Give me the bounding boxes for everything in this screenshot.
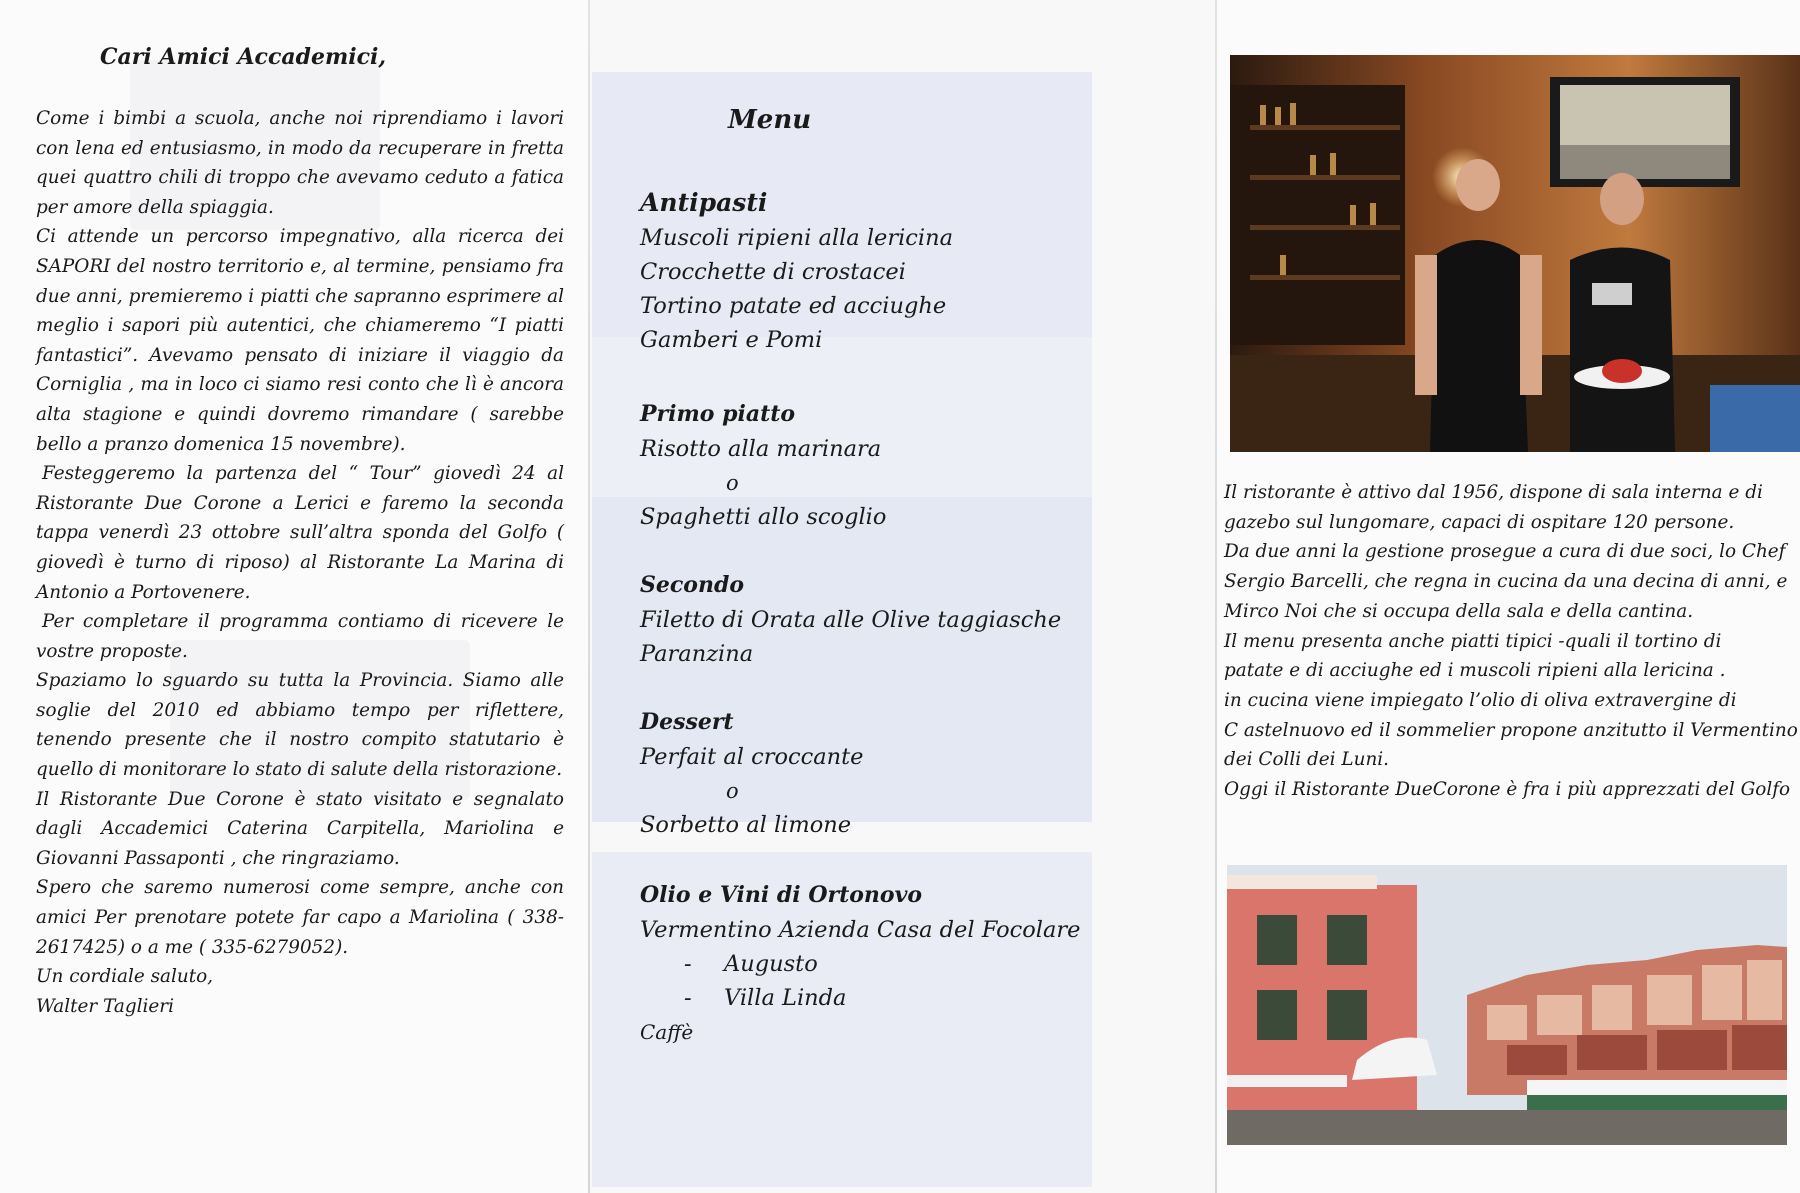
menu-dish: Tortino patate ed acciughe	[640, 293, 947, 319]
menu-dish: Sorbetto al limone	[640, 812, 852, 838]
fold-line	[588, 0, 590, 1193]
wine-producer: Vermentino Azienda Casa del Focolare	[640, 917, 1081, 943]
description-line: gazebo sul lungomare, capaci di ospitare 120 persone.	[1224, 511, 1735, 533]
description-line: Da due anni la gestione prosegue a cura di due soci, lo Chef	[1224, 541, 1786, 563]
menu-dish: Paranzina	[640, 641, 754, 667]
restaurant-staff-photo	[1230, 55, 1800, 452]
wine-item	[640, 947, 1100, 981]
menu-dish: Perfait al croccante	[640, 744, 864, 770]
letter-signature: Walter Taglieri	[36, 995, 174, 1017]
menu-section-antipasti	[640, 185, 1100, 357]
description-line: Mirco Noi che si occupa della sala e della cantina.	[1224, 600, 1694, 622]
section-heading: Dessert	[640, 709, 734, 735]
section-heading: Primo piatto	[640, 401, 796, 427]
menu-dish: Gamberi e Pomi	[640, 327, 823, 353]
menu-section-dessert	[640, 704, 1100, 842]
menu-title: Menu	[728, 105, 812, 135]
menu-dish: Spaghetti allo scoglio	[640, 504, 887, 530]
description-line: Sergio Barcelli, che regna in cucina da una decina di anni, e	[1224, 571, 1788, 593]
menu-dish: Filetto di Orata alle Olive taggiasche	[640, 607, 1062, 633]
description-line: Il menu presenta anche piatti tipici -quali il tortino di	[1224, 630, 1722, 652]
wine-dash: -	[684, 951, 692, 977]
restaurant-exterior-photo	[1227, 865, 1787, 1145]
restaurant-description	[1224, 478, 1800, 805]
menu-coffee: Caffè	[640, 1020, 694, 1044]
description-line: C astelnuovo ed il sommelier propone anzitutto il Vermentino	[1224, 719, 1798, 741]
menu-or-separator: o	[726, 471, 739, 495]
wine-dash: -	[684, 985, 692, 1011]
description-line: Il ristorante è attivo dal 1956, dispone di sala interna e di	[1224, 482, 1763, 503]
description-line: Oggi il Ristorante DueCorone è fra i più apprezzati del Golfo	[1224, 779, 1791, 801]
exterior-photo-illustration	[1227, 865, 1787, 1145]
menu-dish: Crocchette di crostacei	[640, 259, 906, 285]
menu-or-separator: o	[726, 779, 739, 803]
section-heading: Olio e Vini di Ortonovo	[640, 882, 923, 908]
letter-paragraph: Spaziamo lo sguardo su tutta la Provincia. Siamo alle soglie del 2010 ed abbiamo tempo per riflettere, tenendo presente che il nostro compito statutario è quello di monitorare lo stato di salute della ristorazione.	[36, 670, 564, 781]
menu-dish: Risotto alla marinara	[640, 436, 882, 462]
menu-section-primo	[640, 396, 1100, 534]
menu-section-wines	[640, 877, 1100, 1049]
letter-paragraph: Il Ristorante Due Corone è stato visitato e segnalato dagli Accademici Caterina Carpitella, Mariolina e Giovanni Passaponti , che ringraziamo.	[36, 788, 564, 869]
letter-paragraph: Ci attende un percorso impegnativo, alla ricerca dei SAPORI del nostro territorio e, al termine, pensiamo fra due anni, premieremo i piatti che sapranno esprimere al meglio i sapori più autentici, che chiameremo “I piatti fantastici”. Avevamo pensato di iniziare il viaggio da Corniglia , ma in loco ci siamo resi conto che lì è ancora alta stagione e quindi dovremo rimandare ( sarebbe bello a pranzo domenica 15 novembre).	[36, 226, 564, 455]
wine-item	[640, 981, 1100, 1015]
menu-section-secondo	[640, 567, 1100, 671]
description-line: in cucina viene impiegato l’olio di oliva extravergine di	[1224, 689, 1737, 711]
staff-photo-illustration	[1230, 55, 1800, 452]
section-heading: Secondo	[640, 572, 745, 598]
letter-body	[36, 104, 564, 1021]
letter-greeting: Cari Amici Accademici,	[100, 44, 387, 70]
wine-name: Villa Linda	[724, 985, 847, 1011]
description-line: dei Colli dei Luni.	[1224, 749, 1390, 771]
wine-name: Augusto	[724, 951, 818, 977]
section-heading: Antipasti	[640, 188, 768, 217]
letter-paragraph: Spero che saremo numerosi come sempre, anche con amici Per prenotare potete far capo a Mariolina ( 338-2617425) o a me ( 335-6279052).	[36, 877, 564, 958]
letter-closing: Un cordiale saluto,	[36, 966, 214, 988]
letter-paragraph: Festeggeremo la partenza del “ Tour” giovedì 24 al Ristorante Due Corone a Lerici e faremo la seconda tappa venerdì 23 ottobre sull’altra sponda del Golfo ( giovedì è turno di riposo) al Ristorante La Marina di Antonio a Portovenere.	[36, 463, 564, 603]
letter-paragraph: Come i bimbi a scuola, anche noi riprendiamo i lavori con lena ed entusiasmo, in modo da recuperare in fretta quei quattro chili di troppo che avevamo ceduto a fatica per amore della spiaggia.	[36, 108, 564, 218]
fold-line	[1215, 0, 1217, 1193]
letter-paragraph: Per completare il programma contiamo di ricevere le vostre proposte.	[36, 611, 564, 662]
menu-dish: Muscoli ripieni alla lericina	[640, 225, 954, 251]
description-line: patate e di acciughe ed i muscoli ripieni alla lericina .	[1224, 660, 1726, 682]
